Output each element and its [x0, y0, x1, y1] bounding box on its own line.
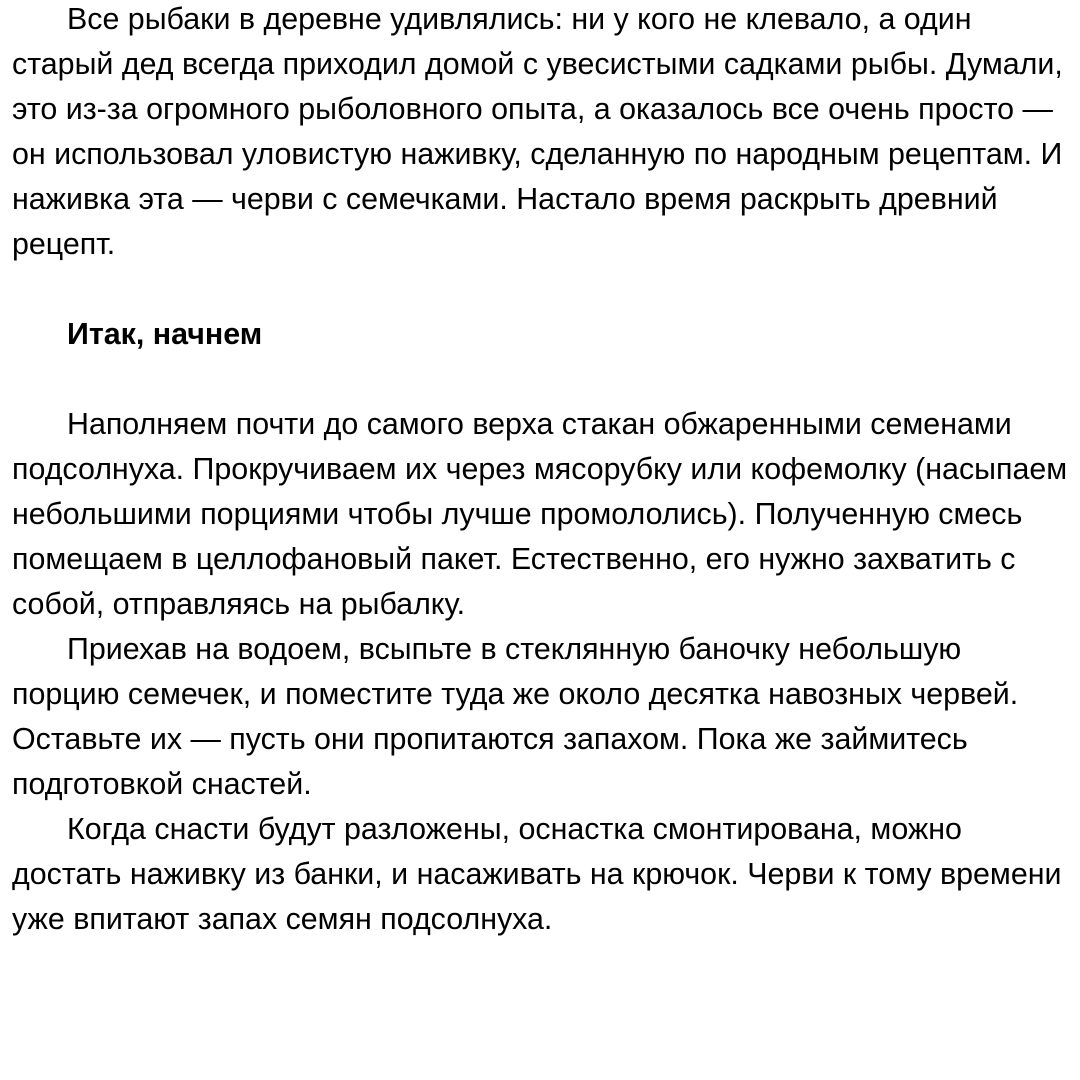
intro-paragraph: Все рыбаки в деревне удивлялись: ни у кого не клевало, а один старый дед всегда приходил домой с увесистыми садками рыбы. Думали, это из-за огромного рыболовного опыта, а оказалось все очень просто — он использовал уловистую наживку, сделанную по народным рецептам. И наживка эта — черви с семечками. Настало время раскрыть древний рецепт.: [12, 2, 1063, 261]
paragraph-3: Когда снасти будут разложены, оснастка смонтирована, можно достать наживку из банки, и насаживать на крючок. Черви к тому времени уже впитают запах семян подсолнуха.: [12, 812, 1062, 936]
paragraph-2: Приехав на водоем, всыпьте в стеклянную баночку небольшую порцию семечек, и поместите туда же около десятка навозных червей. Оставьте их — пусть они пропитаются запахом. Пока же займитесь подготовкой снастей.: [12, 632, 1019, 801]
section-heading: Итак, начнем: [67, 317, 263, 351]
article-body: [12, 0, 1068, 942]
paragraph-1: Наполняем почти до самого верха стакан обжаренными семенами подсолнуха. Прокручиваем их через мясорубку или кофемолку (насыпаем небольшими порциями чтобы лучше промололись). Полученную смесь помещаем в целлофановый пакет. Естественно, его нужно захватить с собой, отправляясь на рыбалку.: [12, 407, 1068, 621]
